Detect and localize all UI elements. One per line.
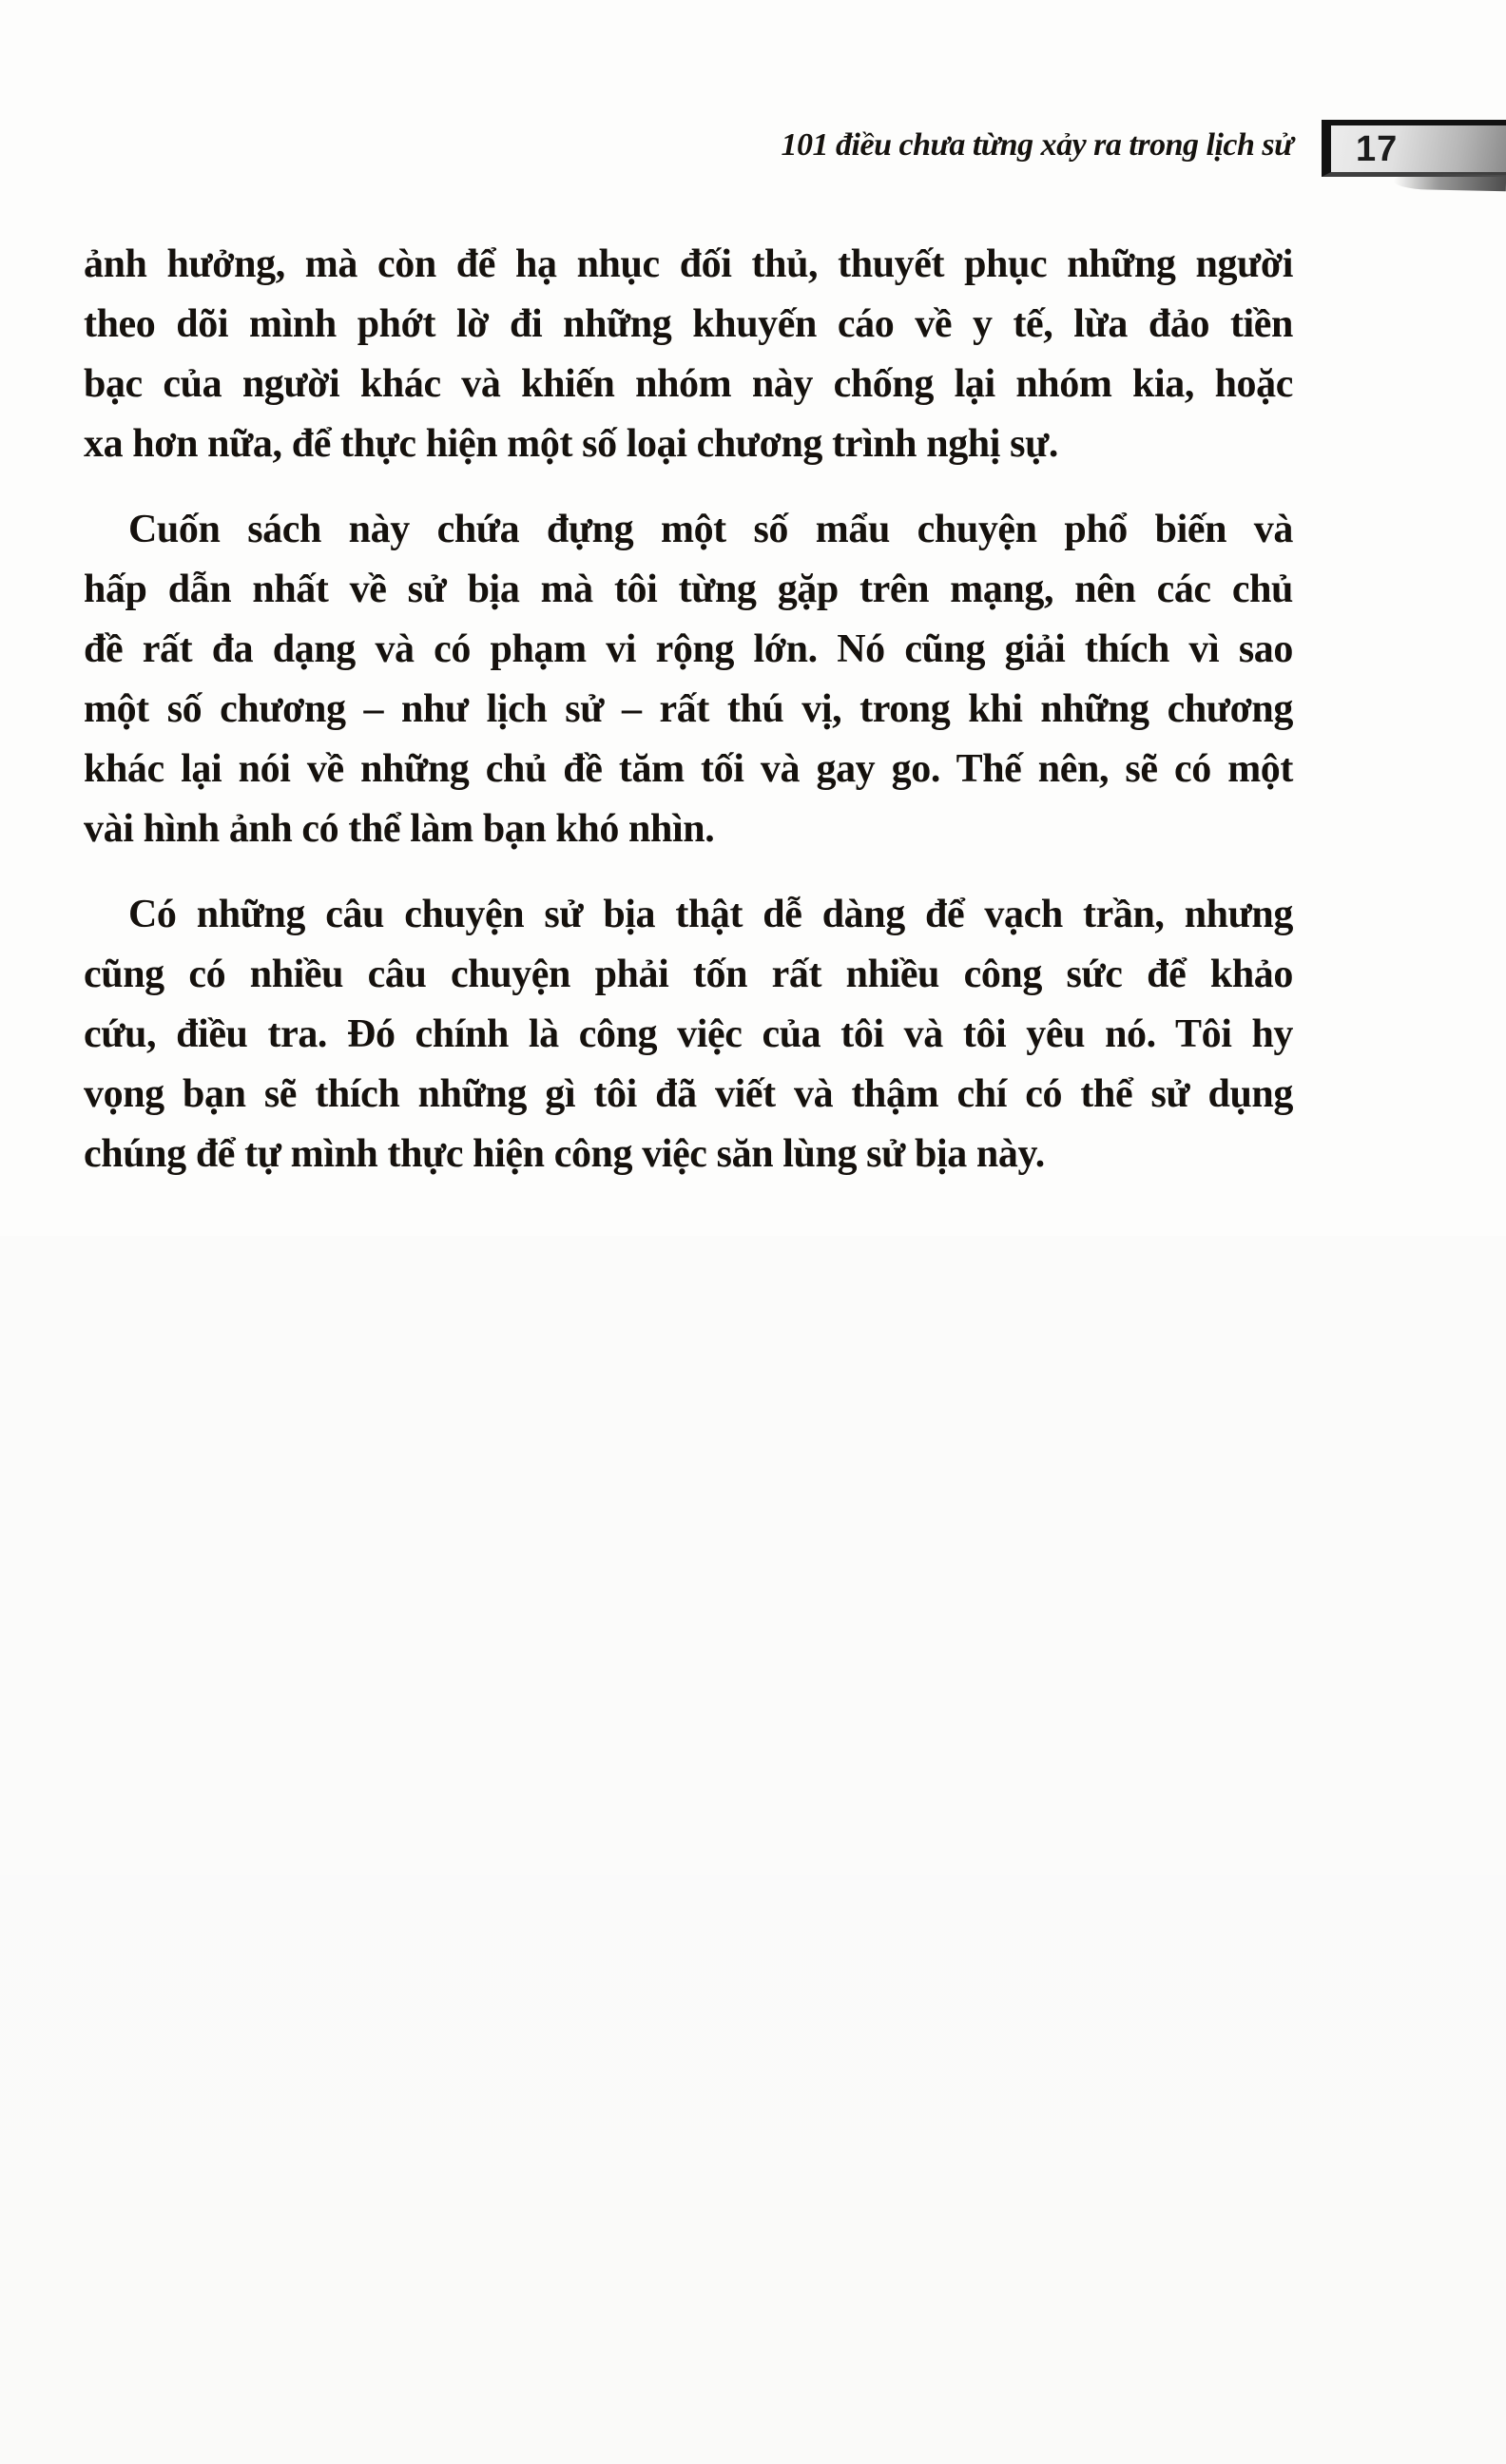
page-body bbox=[84, 235, 1293, 1184]
text-line: vọng bạn sẽ thích những gì tôi đã viết và thậm chí có thể sử dụng bbox=[84, 1072, 1293, 1116]
text-line: xa hơn nữa, để thực hiện một số loại chương trình nghị sự. bbox=[84, 422, 1058, 466]
text-line: Cuốn sách này chứa đựng một số mẩu chuyện phổ biến và bbox=[128, 508, 1293, 551]
text-line: cứu, điều tra. Đó chính là công việc của tôi và tôi yêu nó. Tôi hy bbox=[84, 1012, 1293, 1056]
text-line: khác lại nói về những chủ đề tăm tối và gay go. Thế nên, sẽ có một bbox=[84, 747, 1293, 791]
text-line: Có những câu chuyện sử bịa thật dễ dàng để vạch trần, nhưng bbox=[128, 893, 1293, 936]
text-line: cũng có nhiều câu chuyện phải tốn rất nhiều công sức để khảo bbox=[84, 953, 1293, 996]
body-paragraph-3 bbox=[84, 885, 1293, 1184]
text-line: chúng để tự mình thực hiện công việc săn lùng sử bịa này. bbox=[84, 1132, 1045, 1176]
text-line: đề rất đa dạng và có phạm vi rộng lớn. Nó cũng giải thích vì sao bbox=[84, 627, 1293, 671]
body-paragraph-2 bbox=[84, 500, 1293, 859]
scan-texture bbox=[0, 1236, 1506, 2464]
page-number-badge bbox=[1322, 120, 1506, 177]
running-title: 101 điều chưa từng xảy ra trong lịch sử bbox=[781, 127, 1293, 163]
text-line: bạc của người khác và khiến nhóm này chống lại nhóm kia, hoặc bbox=[84, 362, 1293, 406]
text-line: theo dõi mình phớt lờ đi những khuyến cáo về y tế, lừa đảo tiền bbox=[84, 302, 1293, 346]
scan-smudge bbox=[1394, 173, 1506, 191]
text-line: ảnh hưởng, mà còn để hạ nhục đối thủ, thuyết phục những người bbox=[84, 242, 1293, 286]
text-line: hấp dẫn nhất về sử bịa mà tôi từng gặp trên mạng, nên các chủ bbox=[84, 568, 1293, 611]
body-paragraph-1 bbox=[84, 235, 1293, 474]
page-number: 17 bbox=[1356, 129, 1399, 169]
page-header bbox=[84, 116, 1293, 175]
text-line: vài hình ảnh có thể làm bạn khó nhìn. bbox=[84, 807, 715, 851]
text-line: một số chương – như lịch sử – rất thú vị, trong khi những chương bbox=[84, 687, 1293, 731]
